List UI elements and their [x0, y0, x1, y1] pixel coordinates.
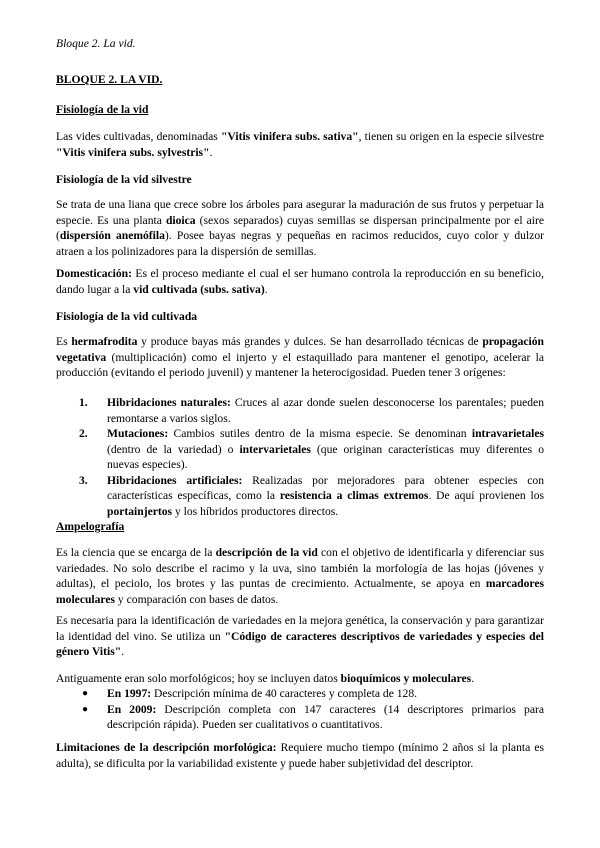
dates-list: [56, 686, 544, 733]
list-item: 3. Hibridaciones artificiales: Realizadas por mejoradores para obtener especies con características específicas, como la resistencia a climas extremos. De aquí provienen los portainjertos y los híbridos productores directos.: [79, 473, 545, 518]
section-heading-vid-cultivada: Fisiología de la vid cultivada: [56, 310, 198, 323]
page-header: Bloque 2. La vid.: [56, 37, 136, 50]
list-item: 1. Hibridaciones naturales: Cruces al azar donde suelen desconocerse los parentales; pueden remontarse a varios siglos.: [79, 396, 545, 425]
section-heading-vid-silvestre: Fisiología de la vid silvestre: [56, 173, 192, 186]
bullet-icon: ●: [82, 688, 89, 699]
document-title: BLOQUE 2. LA VID.: [56, 73, 163, 86]
paragraph-origin: Las vides cultivadas, denominadas "Vitis vinifera subs. sativa", tienen su origen en la especie silvestre "Vitis vinifera subs. sylvestris".: [56, 130, 544, 159]
paragraph-codigo: Es necesaria para la identificación de variedades en la mejora genética, la conservación y para garantizar la identidad del vino. Se utiliza un "Código de caracteres descriptivos de variedades y especies del género Vitis".: [56, 614, 544, 658]
paragraph-cultivada: Es hermafrodita y produce bayas más grandes y dulces. Se han desarrollado técnicas de propagación vegetativa (multiplicación) como el injerto y el estaquillado para mantener el genotipo, acelerar la producción (evitando el periodo juvenil) y mantener la heterocigosidad. Pueden tener 3 orígenes:: [56, 335, 544, 379]
section-heading-fisiologia: Fisiología de la vid: [56, 103, 149, 116]
paragraph-limitaciones: Limitaciones de la descripción morfológica: Requiere mucho tiempo (mínimo 2 años si la planta es adulta), se dificulta por la variabilidad existente y puede haber subjetividad del descriptor.: [56, 741, 544, 770]
paragraph-domesticacion: Domesticación: Es el proceso mediante el cual el ser humano controla la reproducción en su beneficio, dando lugar a la vid cultivada (subs. sativa).: [56, 267, 544, 296]
list-item: 2. Mutaciones: Cambios sutiles dentro de la misma especie. Se denominan intravarietales (dentro de la variedad) o intervarietales (que originan características muy diferentes o nuevas especies).: [79, 427, 544, 471]
paragraph-ampelografia: Es la ciencia que se encarga de la descripción de la vid con el objetivo de identificarla y diferenciar sus variedades. No solo describe el racimo y la uva, sino también la morfología de las hojas (jóvenes y adultas), el peciolo, los brotes y las puntas de crecimiento. Actualmente, se apoya en marcadores moleculares y comparación con bases de datos.: [56, 546, 545, 606]
origins-list: [56, 395, 544, 519]
paragraph-silvestre: Se trata de una liana que crece sobre los árboles para asegurar la maduración de sus frutos y perpetuar la especie. Es una planta dioica (sexos separados) cuyas semillas se dispersan principalmente por el aire (dispersión anemófila). Posee bayas negras y pequeñas en racimos reducidos, cuyo color y dulzor atraen a los polinizadores para la dispersión de semillas.: [56, 198, 544, 258]
paragraph-datos: Antiguamente eran solo morfológicos; hoy se incluyen datos bioquímicos y moleculares.: [56, 672, 475, 685]
bullet-icon: ●: [82, 703, 89, 715]
section-heading-ampelografia: Ampelografía: [56, 520, 125, 533]
list-item: ● En 2009: Descripción completa con 147 caracteres (14 descriptores primarios para descripción rápida). Pueden ser cualitativos o cuantitativos.: [82, 702, 544, 731]
list-item: ● En 1997: Descripción mínima de 40 caracteres y completa de 128.: [82, 687, 418, 700]
